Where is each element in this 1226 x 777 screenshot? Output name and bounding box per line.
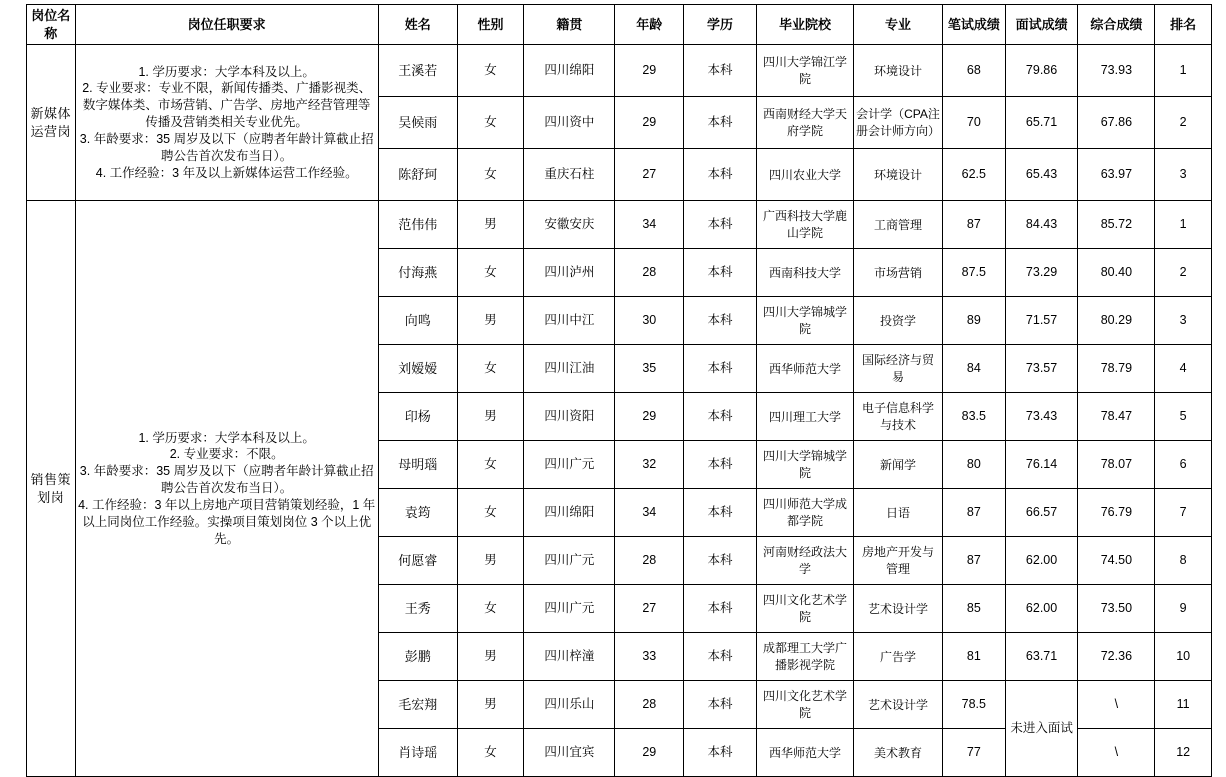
post-name-cell: 销售策划岗: [27, 201, 76, 777]
candidate-sex-cell: 男: [457, 537, 524, 585]
candidate-major-cell: 电子信息科学与技术: [854, 393, 943, 441]
candidate-age-cell: 29: [615, 393, 684, 441]
rank-cell: 2: [1155, 249, 1212, 297]
candidate-major-cell: 新闻学: [854, 441, 943, 489]
table-row: [27, 45, 1212, 97]
rank-cell: 1: [1155, 201, 1212, 249]
header-requirement: 岗位任职要求: [75, 5, 378, 45]
candidate-school-cell: 西南科技大学: [756, 249, 853, 297]
candidate-education-cell: 本科: [684, 297, 757, 345]
total-score-cell: 76.79: [1078, 489, 1155, 537]
candidate-school-cell: 四川大学锦城学院: [756, 297, 853, 345]
candidate-major-cell: 房地产开发与管理: [854, 537, 943, 585]
candidate-name-cell: 范伟伟: [378, 201, 457, 249]
candidate-major-cell: 市场营销: [854, 249, 943, 297]
candidate-major-cell: 工商管理: [854, 201, 943, 249]
candidate-sex-cell: 女: [457, 45, 524, 97]
rank-cell: 2: [1155, 97, 1212, 149]
candidate-major-cell: 广告学: [854, 633, 943, 681]
interview-score-cell: 65.43: [1005, 149, 1078, 201]
results-table: [26, 4, 1212, 777]
candidate-age-cell: 29: [615, 45, 684, 97]
candidate-age-cell: 28: [615, 681, 684, 729]
candidate-native-place-cell: 四川资中: [524, 97, 615, 149]
candidate-education-cell: 本科: [684, 633, 757, 681]
candidate-native-place-cell: 四川广元: [524, 537, 615, 585]
candidate-name-cell: 母明瑙: [378, 441, 457, 489]
candidate-school-cell: 四川理工大学: [756, 393, 853, 441]
rank-cell: 3: [1155, 149, 1212, 201]
header-school: 毕业院校: [756, 5, 853, 45]
table-body: [27, 45, 1212, 777]
written-score-cell: 87: [942, 537, 1005, 585]
total-score-cell: \: [1078, 729, 1155, 777]
candidate-native-place-cell: 四川绵阳: [524, 489, 615, 537]
candidate-sex-cell: 女: [457, 729, 524, 777]
candidate-native-place-cell: 四川江油: [524, 345, 615, 393]
candidate-major-cell: 艺术设计学: [854, 681, 943, 729]
post-requirement-cell: 1. 学历要求：大学本科及以上。 2. 专业要求：不限。 3. 年龄要求：35 周岁及以下（应聘者年龄计算截止招聘公告首次发布当日）。 4. 工作经验：3 年以上房地产项目营销策划经验，1 年以上同岗位工作经验。实操项目策划岗位 3 个以上优先。: [75, 201, 378, 777]
written-score-cell: 87: [942, 201, 1005, 249]
candidate-native-place-cell: 四川梓潼: [524, 633, 615, 681]
candidate-name-cell: 彭鹏: [378, 633, 457, 681]
candidate-education-cell: 本科: [684, 249, 757, 297]
interview-score-cell: 66.57: [1005, 489, 1078, 537]
candidate-age-cell: 32: [615, 441, 684, 489]
candidate-education-cell: 本科: [684, 201, 757, 249]
rank-cell: 8: [1155, 537, 1212, 585]
rank-cell: 3: [1155, 297, 1212, 345]
candidate-school-cell: 广西科技大学鹿山学院: [756, 201, 853, 249]
candidate-major-cell: 环境设计: [854, 149, 943, 201]
interview-score-cell: 73.43: [1005, 393, 1078, 441]
candidate-name-cell: 袁筠: [378, 489, 457, 537]
rank-cell: 1: [1155, 45, 1212, 97]
total-score-cell: 72.36: [1078, 633, 1155, 681]
post-requirement-cell: 1. 学历要求：大学本科及以上。 2. 专业要求：专业不限，新闻传播类、广播影视类、数字媒体类、市场营销、广告学、房地产经营管理等传播及营销类相关专业优先。 3. 年龄要求：35 周岁及以下（应聘者年龄计算截止招聘公告首次发布当日）。 4. 工作经验：3 年及以上新媒体运营工作经验。: [75, 45, 378, 201]
header-rank: 排名: [1155, 5, 1212, 45]
candidate-education-cell: 本科: [684, 149, 757, 201]
candidate-native-place-cell: 重庆石柱: [524, 149, 615, 201]
header-age: 年龄: [615, 5, 684, 45]
candidate-native-place-cell: 四川广元: [524, 441, 615, 489]
candidate-major-cell: 国际经济与贸易: [854, 345, 943, 393]
candidate-education-cell: 本科: [684, 45, 757, 97]
written-score-cell: 81: [942, 633, 1005, 681]
total-score-cell: 63.97: [1078, 149, 1155, 201]
candidate-name-cell: 印杨: [378, 393, 457, 441]
written-score-cell: 85: [942, 585, 1005, 633]
candidate-sex-cell: 女: [457, 97, 524, 149]
candidate-age-cell: 29: [615, 97, 684, 149]
candidate-education-cell: 本科: [684, 681, 757, 729]
candidate-sex-cell: 男: [457, 201, 524, 249]
candidate-school-cell: 四川师范大学成都学院: [756, 489, 853, 537]
total-score-cell: 73.93: [1078, 45, 1155, 97]
candidate-school-cell: 四川文化艺术学院: [756, 585, 853, 633]
candidate-native-place-cell: 四川资阳: [524, 393, 615, 441]
candidate-education-cell: 本科: [684, 345, 757, 393]
candidate-school-cell: 四川大学锦江学院: [756, 45, 853, 97]
candidate-native-place-cell: 四川宜宾: [524, 729, 615, 777]
candidate-age-cell: 29: [615, 729, 684, 777]
rank-cell: 11: [1155, 681, 1212, 729]
written-score-cell: 89: [942, 297, 1005, 345]
candidate-school-cell: 四川大学锦城学院: [756, 441, 853, 489]
candidate-age-cell: 30: [615, 297, 684, 345]
total-score-cell: 80.29: [1078, 297, 1155, 345]
candidate-native-place-cell: 四川中江: [524, 297, 615, 345]
header-post: 岗位名称: [27, 5, 76, 45]
candidate-age-cell: 27: [615, 149, 684, 201]
total-score-cell: 78.07: [1078, 441, 1155, 489]
candidate-major-cell: 会计学（CPA注册会计师方向）: [854, 97, 943, 149]
interview-score-cell: 62.00: [1005, 585, 1078, 633]
written-score-cell: 62.5: [942, 149, 1005, 201]
candidate-sex-cell: 男: [457, 297, 524, 345]
candidate-major-cell: 艺术设计学: [854, 585, 943, 633]
header-native-place: 籍贯: [524, 5, 615, 45]
header-total-score: 综合成绩: [1078, 5, 1155, 45]
interview-score-cell: 73.57: [1005, 345, 1078, 393]
written-score-cell: 80: [942, 441, 1005, 489]
candidate-education-cell: 本科: [684, 729, 757, 777]
written-score-cell: 87.5: [942, 249, 1005, 297]
candidate-name-cell: 肖诗瑶: [378, 729, 457, 777]
interview-score-cell: 73.29: [1005, 249, 1078, 297]
rank-cell: 4: [1155, 345, 1212, 393]
candidate-name-cell: 刘嫒嫒: [378, 345, 457, 393]
candidate-education-cell: 本科: [684, 489, 757, 537]
header-row: [27, 5, 1212, 45]
candidate-name-cell: 毛宏翔: [378, 681, 457, 729]
candidate-school-cell: 成都理工大学广播影视学院: [756, 633, 853, 681]
candidate-native-place-cell: 四川绵阳: [524, 45, 615, 97]
candidate-school-cell: 四川文化艺术学院: [756, 681, 853, 729]
candidate-native-place-cell: 四川广元: [524, 585, 615, 633]
rank-cell: 12: [1155, 729, 1212, 777]
candidate-education-cell: 本科: [684, 441, 757, 489]
written-score-cell: 84: [942, 345, 1005, 393]
candidate-sex-cell: 男: [457, 393, 524, 441]
total-score-cell: 74.50: [1078, 537, 1155, 585]
candidate-age-cell: 34: [615, 489, 684, 537]
header-name: 姓名: [378, 5, 457, 45]
candidate-native-place-cell: 四川乐山: [524, 681, 615, 729]
candidate-sex-cell: 女: [457, 489, 524, 537]
candidate-sex-cell: 女: [457, 585, 524, 633]
candidate-sex-cell: 女: [457, 441, 524, 489]
header-major: 专业: [854, 5, 943, 45]
candidate-age-cell: 35: [615, 345, 684, 393]
candidate-age-cell: 34: [615, 201, 684, 249]
candidate-name-cell: 陈舒珂: [378, 149, 457, 201]
candidate-education-cell: 本科: [684, 537, 757, 585]
candidate-age-cell: 28: [615, 537, 684, 585]
candidate-education-cell: 本科: [684, 585, 757, 633]
candidate-school-cell: 四川农业大学: [756, 149, 853, 201]
interview-score-cell: 84.43: [1005, 201, 1078, 249]
candidate-sex-cell: 男: [457, 681, 524, 729]
table-header: [27, 5, 1212, 45]
interview-score-cell: 65.71: [1005, 97, 1078, 149]
candidate-sex-cell: 女: [457, 345, 524, 393]
rank-cell: 10: [1155, 633, 1212, 681]
interview-score-cell: 71.57: [1005, 297, 1078, 345]
candidate-sex-cell: 女: [457, 249, 524, 297]
candidate-school-cell: 西华师范大学: [756, 729, 853, 777]
header-education: 学历: [684, 5, 757, 45]
total-score-cell: 85.72: [1078, 201, 1155, 249]
written-score-cell: 83.5: [942, 393, 1005, 441]
candidate-major-cell: 日语: [854, 489, 943, 537]
rank-cell: 6: [1155, 441, 1212, 489]
total-score-cell: 78.79: [1078, 345, 1155, 393]
total-score-cell: \: [1078, 681, 1155, 729]
total-score-cell: 67.86: [1078, 97, 1155, 149]
header-interview-score: 面试成绩: [1005, 5, 1078, 45]
header-written-score: 笔试成绩: [942, 5, 1005, 45]
written-score-cell: 77: [942, 729, 1005, 777]
candidate-name-cell: 何愿睿: [378, 537, 457, 585]
rank-cell: 7: [1155, 489, 1212, 537]
total-score-cell: 73.50: [1078, 585, 1155, 633]
candidate-education-cell: 本科: [684, 393, 757, 441]
written-score-cell: 78.5: [942, 681, 1005, 729]
written-score-cell: 87: [942, 489, 1005, 537]
header-sex: 性别: [457, 5, 524, 45]
candidate-name-cell: 付海燕: [378, 249, 457, 297]
table-row: [27, 201, 1212, 249]
candidate-education-cell: 本科: [684, 97, 757, 149]
total-score-cell: 80.40: [1078, 249, 1155, 297]
candidate-major-cell: 投资学: [854, 297, 943, 345]
candidate-major-cell: 环境设计: [854, 45, 943, 97]
candidate-name-cell: 王秀: [378, 585, 457, 633]
candidate-school-cell: 西华师范大学: [756, 345, 853, 393]
interview-score-cell: 63.71: [1005, 633, 1078, 681]
written-score-cell: 70: [942, 97, 1005, 149]
total-score-cell: 78.47: [1078, 393, 1155, 441]
candidate-name-cell: 王溪若: [378, 45, 457, 97]
interview-score-cell: 79.86: [1005, 45, 1078, 97]
interview-score-cell: 62.00: [1005, 537, 1078, 585]
candidate-name-cell: 吴候雨: [378, 97, 457, 149]
candidate-sex-cell: 女: [457, 149, 524, 201]
post-name-cell: 新媒体运营岗: [27, 45, 76, 201]
interview-score-cell: 76.14: [1005, 441, 1078, 489]
rank-cell: 9: [1155, 585, 1212, 633]
candidate-school-cell: 西南财经大学天府学院: [756, 97, 853, 149]
candidate-native-place-cell: 四川泸州: [524, 249, 615, 297]
candidate-native-place-cell: 安徽安庆: [524, 201, 615, 249]
candidate-school-cell: 河南财经政法大学: [756, 537, 853, 585]
candidate-name-cell: 向鸣: [378, 297, 457, 345]
rank-cell: 5: [1155, 393, 1212, 441]
no-interview-cell: 未进入面试: [1005, 681, 1078, 777]
candidate-age-cell: 27: [615, 585, 684, 633]
candidate-major-cell: 美术教育: [854, 729, 943, 777]
candidate-sex-cell: 男: [457, 633, 524, 681]
written-score-cell: 68: [942, 45, 1005, 97]
candidate-age-cell: 28: [615, 249, 684, 297]
candidate-age-cell: 33: [615, 633, 684, 681]
